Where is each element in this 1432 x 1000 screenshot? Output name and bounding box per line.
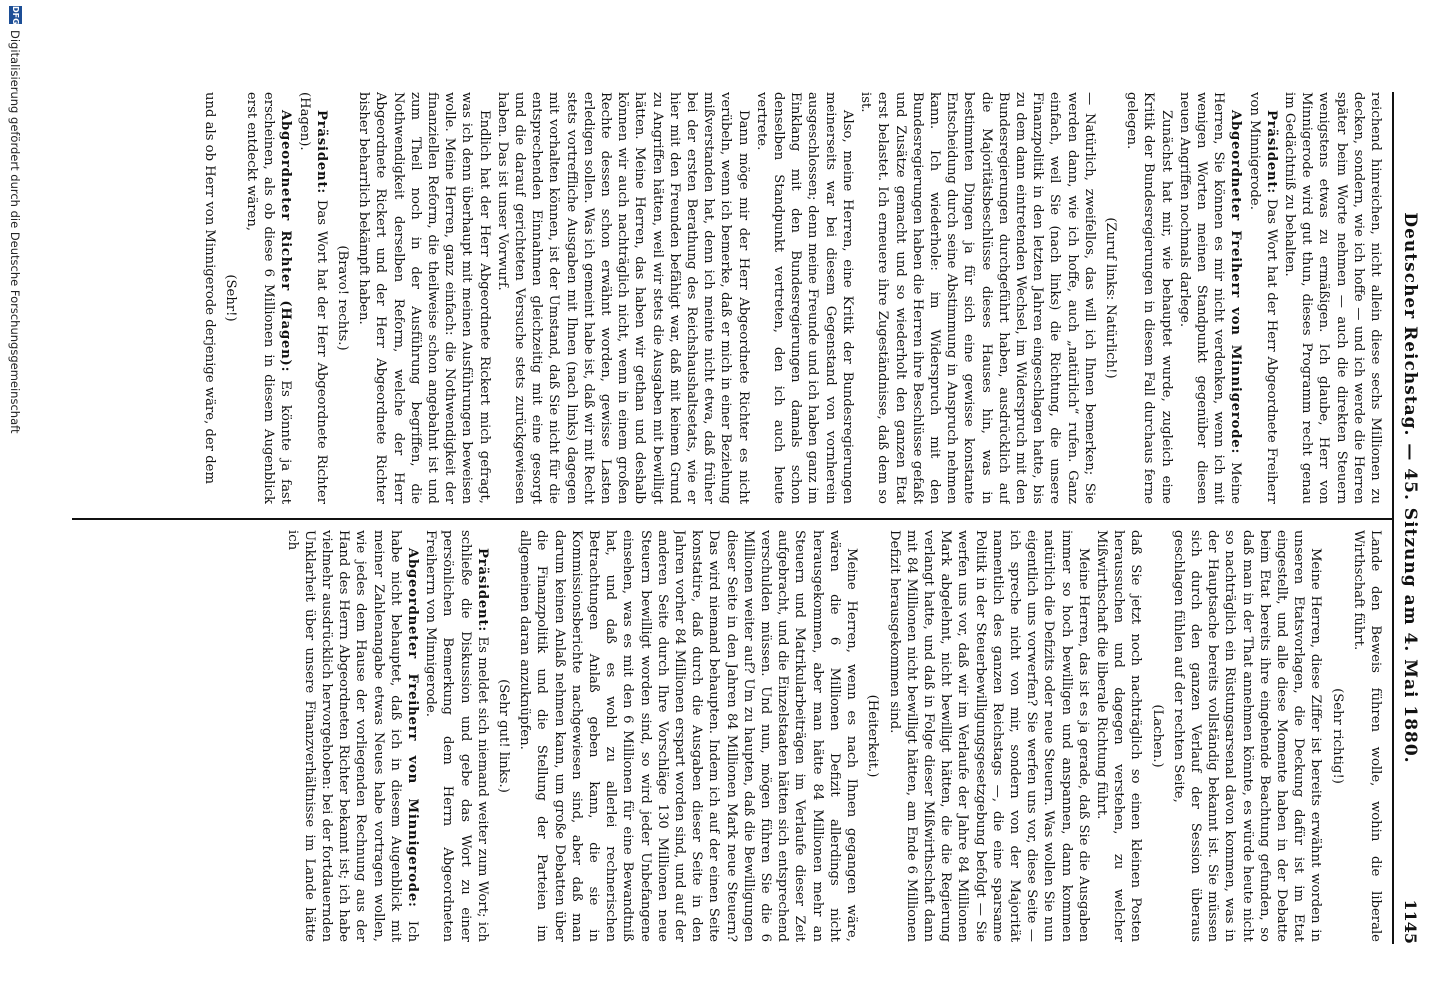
paragraph-text: Dann möge mir der Herr Abgeordnete Richter es nicht verübeln, wenn ich bemerke, daß er mich in einer Beziehung mißverstanden hat, denn ich meinte nicht etwa, daß früher bei der ersten Berathung des Reichshaushaltsetats, wie er hier mit den Freunden befähigt war, daß mit keinem Grund zu Angriffen hätten, weil wir stets die Ausgaben mit bewilligt hätten. Meine Herren, das haben wir gethan und deshalb können wir auch nachträglich nicht, wenn in einem großen Rechte dessen schon erwähnt worden, gewisse Lasten erledigen sollen. Was ich gemeint habe ist, daß wir mit Recht stets vortreffliche Ausgaben mit Ihnen (nach links) dagegen mit vorhalten können, ist der Umstand, daß Sie nicht für die entsprechenden Einnahmen gleichzeitig mit eine gesorgt und die darauf gerichteten Versuche stets zurückgewiesen haben. Das ist unser Vorwurf.	[494, 92, 751, 504]
interjection	[222, 92, 239, 504]
paragraph	[1350, 530, 1384, 942]
paragraph-text: Das Wort hat der Herr Abgeordnete Freiherr von Minnigerode.	[1246, 92, 1279, 504]
paragraph-text: (Sehr!)	[222, 274, 238, 322]
paragraph	[857, 92, 1098, 504]
paragraph-text: Zunächst hat mir, wie behauptet wurde, zugleich eine Kritik der Bundesregierungen in diesem Fall durchaus ferne gelegen.	[1124, 92, 1174, 504]
paragraph	[1176, 92, 1245, 504]
speaker-name: Abgeordneter Freiherr von Minnigerode:	[1228, 110, 1244, 455]
paragraph	[753, 92, 856, 504]
paragraph-text: (Heiterkeit.)	[865, 694, 881, 778]
speaker-name: Abgeordneter Richter (Hagen):	[278, 110, 294, 373]
paragraph-text: Das Wort hat der Herr Abgeordnete Richter (Hagen).	[296, 92, 329, 504]
paragraph	[200, 92, 217, 504]
interjection	[334, 92, 351, 504]
paragraph-text: Es könnte ja fast erscheinen, als ob diese 6 Millionen in diesem Augenblick erst entdeckt wären,	[244, 92, 294, 504]
paragraph-text: und als ob Herr von Minnigerode derjenige wäre, der dem	[201, 92, 217, 484]
paragraph-text: Also, meine Herren, eine Kritik der Bundesregierungen meinerseits war bei diesem Gegenstand von vornherein ausgeschlossen; denn meine Freunde und ich haben ganz im Einklang mit den Bundesregierungen damals schon denselben Standpunkt vertreten, den ich auch heute vertrete.	[753, 92, 855, 504]
text-column-right	[72, 530, 1384, 942]
page-header-title: Deutscher Reichstag. — 45. Sitzung am 4. Mai 1880.	[1400, 212, 1420, 764]
paragraph-text: Meine Herren, diese Ziffer ist bereits erwähnt worden in unseren Etatsvorlagen, die Deckung dafür ist im Etat eingestellt, und alle diese Momente haben in der Debatte beim Etat bereits ihre eingehende Beachtung gefunden, so daß man in der That annehmen könnte, es würde heute nicht so nachträglich ein Rüstungsarsenal davon kommen, was in der Hauptsache bereits vollständig bekannt ist. Sie müssen sich durch den ganzen Verlauf der Session überaus geschlagen fühlen auf der rechten Seite,	[1170, 530, 1324, 942]
interjection	[864, 530, 881, 942]
page-number: 1145	[1401, 899, 1420, 944]
digitization-note-text: Digitalisierung gefördert durch die Deutsche Forschungsgemeinschaft	[8, 30, 22, 434]
paragraph-text: Es meldet sich niemand weiter zum Wort; ich schließe die Diskussion und gebe das Wort zu einer persönlichen Bemerkung dem Herrn Abgeordneten Freiherrn von Minnigerode.	[423, 530, 490, 942]
paragraph-text: daß Sie jetzt noch nachträglich so einen kleinen Posten heraussuchen und dagegen verstehen, zu welcher Mißwirthschaft die liberale Richtung führt.	[1093, 530, 1144, 942]
paragraph	[243, 92, 295, 504]
paragraph	[1245, 92, 1279, 504]
paragraph	[516, 530, 860, 942]
paragraph	[885, 530, 1091, 942]
paragraph-text: (Sehr richtig!)	[1329, 688, 1345, 784]
paragraph	[1093, 530, 1145, 942]
paragraph	[283, 530, 421, 942]
paragraph-text: (Lachen.)	[1149, 704, 1165, 768]
paragraph	[422, 530, 491, 942]
interjection	[1328, 530, 1345, 942]
dfg-logo: DFG	[11, 6, 20, 25]
paragraph	[295, 92, 329, 504]
paragraph-text: Ich habe nicht behauptet, daß ich in diesem Augenblick mit meiner Zahlenangabe etwas Neues habe vortragen wollen, wie jedes dem Hause der vorliegenden Rechnung aus der Hand des Herrn Abgeordneten Richter bekannt ist; ich habe vielmehr ausdrücklich hervorgehoben: bei der fortdauernden Unklarheit über unsere Finanzverhältnisse im Lande hätte ich	[284, 530, 421, 942]
interjection	[1148, 530, 1165, 942]
paragraph	[494, 92, 752, 504]
paragraph-text: Meine Herren, Sie können es mir nicht verdenken, wenn ich mit wenigen Worten meinen Standpunkt gegenüber diesen neuen Angriffen nochmals darlege.	[1176, 92, 1244, 504]
column-divider	[72, 518, 1392, 520]
header-rule	[1392, 92, 1394, 944]
paragraph-text: Meine Herren, das ist es ja gerade, daß Sie die Ausgaben immer so hoch bewilligen und anspannen, dann kommen natürlich die Defizits oder neue Steuern. Was wollen Sie nun eigentlich uns vorwerfen? Sie werfen uns vor, diese Seite — ich spreche nicht von mir, sondern von der Majorität namentlich des ganzen Reichstags —, die eine sparsame Politik in der Steuerbewilligungsgesetzgebung befolgt — Sie werfen uns vor, daß wir im Verlaufe der Jahre 84 Millionen Mark abgelehnt, nicht bewilligt hätten, die die Regierung verlangt hatte, und daß in Folge dieser Mißwirthschaft dann mit 84 Millionen nicht bewilligt hätten, am Ende 6 Millionen Defizit herausgekommen sind.	[886, 530, 1091, 942]
paragraph	[355, 92, 493, 504]
speaker-name: Präsident:	[474, 548, 490, 633]
paragraph-text: reichend hinreichen, nicht allein diese sechs Millionen zu decken, sondern, wie ich hoffe — und ich werde die Herren später beim Worte nehmen — auch die direkten Steuern wenigstens etwas zu ermäßigen. Ich glaube, Herr von Minnigerode wird gut thun, dieses Programm recht genau im Gedächtniß zu behalten.	[1281, 92, 1383, 504]
speaker-name: Abgeordneter Freiherr von Minnigerode:	[405, 548, 421, 908]
speaker-name: Präsident:	[313, 110, 329, 195]
paragraph-text: Lande den Beweis führen wolle, wohin die liberale Wirthschaft führt.	[1350, 530, 1383, 942]
paragraph	[1123, 92, 1175, 504]
interjection	[1102, 92, 1119, 504]
paragraph-text: Meine Herren, wenn es nach Ihnen gegangen wäre, wären die 6 Millionen Defizit allerdings nicht herausgekommen, aber man hätte 84 Millionen mehr an Steuern und Matrikularbeiträgen im Verlaufe dieser Zeit aufgebracht, und die Einzelstaaten hätten sich entsprechend verschulden müssen. Und nun, mögen führen Sie die 6 Millionen weiter auf? Um zu haupten, daß die Bewilligungen dieser Seite in den Jahren 84 Millionen Mark neue Steuern? Das wird niemand behaupten. Indem ich auf der einen Seite konstatire, daß durch die Ausgaben dieser Seite in den Jahren vorher 84 Millionen erspart worden sind, und auf der anderen Seite durch Ihre Vorschläge 130 Millionen neue Steuern bewilligt worden sind, so wird jeder Unbefangene einsehen, was es mit den 6 Millionen für eine Bewandtniß hat, und daß es wohl zu allerlei rechnerischen Betrachtungen Anlaß geben kann, die sie in Kommissionsberichte nachgewiesen sind, aber daß man darum keinen Anlaß nehmen kann, um große Debatten über die Finanzpolitik und die Stellung der Parteien im allgemeinen daran anzuknüpfen.	[517, 530, 860, 942]
paragraph-text: (Sehr gut! links.)	[496, 679, 512, 793]
paragraph-text: Endlich hat der Herr Abgeordnete Rickert mich gefragt, was ich denn überhaupt mit meinen Ausführungen beweisen wolle. Meine Herren, ganz einfach: die Nothwendigkeit der finanziellen Reform, die theilweise schon angebahnt ist und zum Theil noch in der Ausführung begriffen, die Nothwendigkeit derselben Reform, welche der Herr Abgeordnete Rickert und der Herr Abgeordnete Richter bisher beharrlich bekämpft haben.	[356, 92, 492, 504]
paragraph-text: (Bravo! rechts.)	[335, 245, 351, 351]
speaker-name: Präsident:	[1263, 110, 1279, 195]
interjection	[495, 530, 512, 942]
paragraph	[1170, 530, 1325, 942]
paragraph-text: — Natürlich, zweifellos, das will ich Ihnen bemerken; Sie werden dann, wie ich hoffe, auch „natürlich“ rufen. Ganz einfach, weil Sie (nach links) die Richtung, die unsere Finanzpolitik in den letzten Jahren eingeschlagen hatte, bis zu dem dann eintretenden Wechsel, im Widerspruch mit den Bundesregierungen durchgeführt haben, ausdrücklich auf die Majoritätsbeschlüsse dieses Hauses hin, was in bestimmten Dingen ja für sich eine gewisse konstante Entscheidung durch seine Abstimmung in Anspruch nehmen kann. Ich wiederhole: im Widerspruch mit den Bundesregierungen haben die Herren ihre Beschlüsse gefaßt und Zusätze gemacht und so wiederholt den ganzen Etat erst belastet. Ich erneuere ihre Zugeständnisse, daß dem so ist.	[858, 92, 1097, 504]
digitization-note	[4, 0, 24, 1000]
paragraph-text: (Zuruf links: Natürlich!)	[1102, 217, 1118, 379]
text-column-left	[72, 92, 1384, 504]
paragraph	[1281, 92, 1384, 504]
